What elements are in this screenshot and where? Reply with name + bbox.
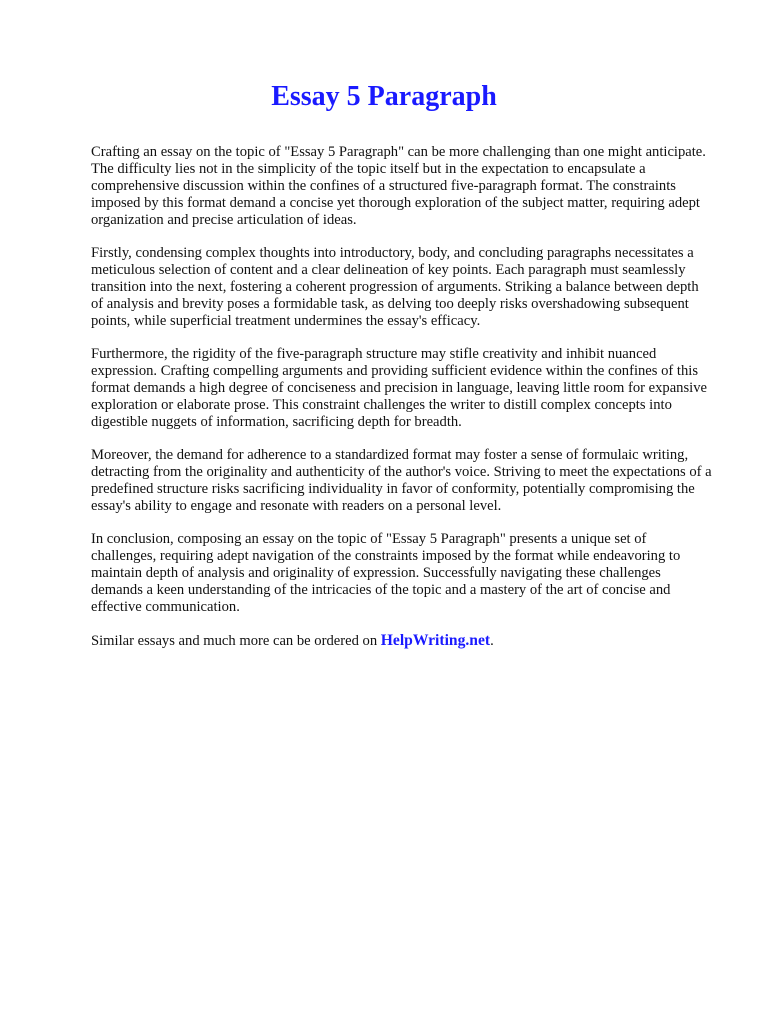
page-title: Essay 5 Paragraph	[271, 81, 497, 112]
essay-body	[91, 144, 713, 650]
paragraph-3: Furthermore, the rigidity of the five-paragraph structure may stifle creativity and inhibit nuanced expression. Crafting compelling arguments and providing sufficient evidence within the confines of this format demands a high degree of conciseness and precision in language, leaving little room for expansive exploration or elaborate prose. This constraint challenges the writer to distill complex concepts into digestible nuggets of information, sacrificing depth for breadth.	[91, 346, 707, 430]
paragraph-4: Moreover, the demand for adherence to a standardized format may foster a sense of formulaic writing, detracting from the originality and authenticity of the author's voice. Striving to meet the expectations of a predefined structure risks sacrificing individuality in favor of conformity, potentially compromising the essay's ability to engage and resonate with readers on a personal level.	[91, 447, 712, 514]
footer-prefix: Similar essays and much more can be ordered on	[91, 633, 381, 649]
paragraph-2: Firstly, condensing complex thoughts into introductory, body, and concluding paragraphs necessitates a meticulous selection of content and a clear delineation of key points. Each paragraph must seamlessly transition into the next, fostering a coherent progression of arguments. Striking a balance between depth of analysis and brevity poses a formidable task, as delving too deeply risks overshadowing subsequent points, while superficial treatment undermines the essay's efficacy.	[91, 245, 699, 329]
footer-suffix: .	[490, 633, 494, 649]
helpwriting-link[interactable]: HelpWriting.net	[380, 632, 491, 649]
paragraph-5: In conclusion, composing an essay on the topic of "Essay 5 Paragraph" presents a unique set of challenges, requiring adept navigation of the constraints imposed by the format while endeavoring to maintain depth of analysis and originality of expression. Successfully navigating these challenges demands a keen understanding of the intricacies of the topic and a mastery of the art of concise and effective communication.	[91, 531, 681, 615]
paragraph-1: Crafting an essay on the topic of "Essay 5 Paragraph" can be more challenging than one might anticipate. The difficulty lies not in the simplicity of the topic itself but in the expectation to encapsulate a comprehensive discussion within the confines of a structured five-paragraph format. The constraints imposed by this format demand a concise yet thorough exploration of the subject matter, requiring adept organization and precise articulation of ideas.	[91, 144, 706, 228]
footer-line	[91, 632, 713, 650]
